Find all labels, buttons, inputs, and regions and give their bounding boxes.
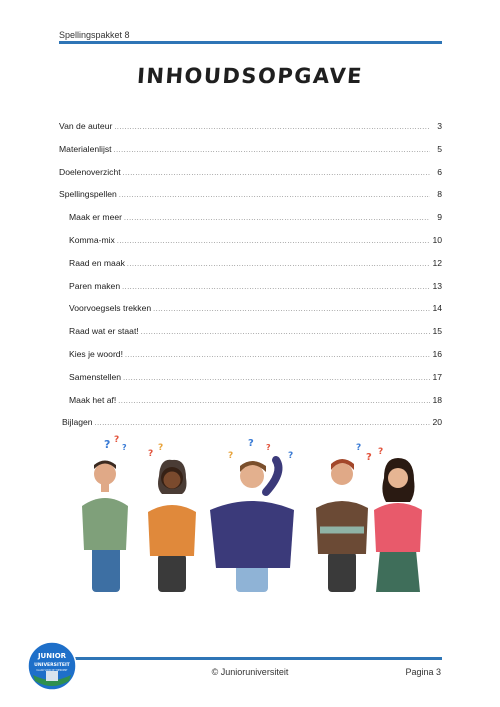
question-marks-icon bbox=[104, 435, 383, 463]
junioruniversiteit-logo bbox=[27, 641, 77, 691]
svg-text:?: ? bbox=[104, 438, 111, 451]
toc-entry-label: Paren maken bbox=[69, 280, 121, 291]
toc-entry-page: 13 bbox=[432, 280, 442, 291]
svg-text:?: ? bbox=[266, 443, 271, 452]
toc-entry-label: Doelenoverzicht bbox=[59, 166, 121, 177]
footer-rule bbox=[75, 657, 442, 660]
svg-text:?: ? bbox=[148, 449, 154, 459]
svg-text:?: ? bbox=[356, 443, 362, 453]
running-header: Spellingspakket 8 bbox=[59, 30, 130, 40]
toc-leader-dots bbox=[153, 306, 430, 313]
toc-entry-page: 17 bbox=[432, 371, 442, 382]
logo-line2: UNIVERSITEIT bbox=[34, 663, 70, 668]
toc-entry-page: 12 bbox=[432, 257, 442, 268]
toc-entry[interactable] bbox=[59, 372, 442, 395]
footer-copyright: © Junioruniversiteit bbox=[211, 667, 289, 677]
toc-entry-label: Komma-mix bbox=[69, 234, 115, 245]
table-of-contents bbox=[59, 121, 442, 440]
toc-entry-label: Kies je woord! bbox=[69, 348, 123, 359]
svg-text:?: ? bbox=[288, 451, 294, 461]
svg-text:?: ? bbox=[114, 435, 120, 445]
svg-text:?: ? bbox=[228, 451, 234, 461]
toc-entry[interactable] bbox=[59, 189, 442, 212]
toc-entry[interactable] bbox=[59, 303, 442, 326]
toc-entry[interactable] bbox=[59, 395, 442, 418]
logo-line1: JUNIOR bbox=[37, 652, 67, 660]
page-title: INHOUDSOPGAVE bbox=[136, 64, 364, 88]
logo-line3: KLAAR VOOR DE TOEKOMST bbox=[36, 669, 68, 672]
svg-text:?: ? bbox=[248, 438, 254, 449]
person-2 bbox=[148, 460, 196, 592]
toc-entry[interactable] bbox=[59, 349, 442, 372]
toc-leader-dots bbox=[114, 124, 430, 131]
toc-entry-label: Materialenlijst bbox=[59, 143, 112, 154]
toc-entry-page: 3 bbox=[437, 121, 442, 131]
toc-entry-page: 14 bbox=[432, 303, 442, 314]
toc-entry-label: Bijlagen bbox=[62, 417, 93, 428]
person-1 bbox=[82, 461, 128, 593]
toc-leader-dots bbox=[124, 215, 430, 222]
toc-leader-dots bbox=[123, 170, 430, 177]
toc-leader-dots bbox=[118, 398, 430, 405]
toc-entry[interactable] bbox=[59, 326, 442, 349]
toc-leader-dots bbox=[125, 352, 430, 359]
toc-entry[interactable] bbox=[59, 121, 442, 144]
toc-entry-label: Spellingspellen bbox=[59, 189, 117, 200]
toc-entry[interactable] bbox=[59, 235, 442, 258]
toc-entry[interactable] bbox=[59, 167, 442, 190]
toc-entry-page: 6 bbox=[437, 166, 442, 177]
svg-text:?: ? bbox=[158, 443, 164, 453]
toc-entry-page: 20 bbox=[432, 417, 442, 428]
toc-entry-label: Maak er meer bbox=[69, 212, 123, 223]
toc-entry[interactable] bbox=[59, 258, 442, 281]
svg-text:?: ? bbox=[366, 452, 372, 463]
toc-entry-page: 18 bbox=[432, 394, 442, 405]
person-4 bbox=[316, 459, 368, 592]
toc-entry-label: Van de auteur bbox=[59, 121, 113, 131]
header-rule bbox=[59, 41, 442, 44]
toc-entry-label: Raad en maak bbox=[69, 257, 125, 268]
toc-leader-dots bbox=[119, 192, 430, 199]
toc-leader-dots bbox=[127, 261, 430, 268]
person-3 bbox=[210, 460, 294, 592]
toc-leader-dots bbox=[122, 284, 430, 291]
toc-entry-page: 16 bbox=[432, 348, 442, 359]
toc-entry-label: Samenstellen bbox=[69, 371, 122, 382]
toc-entry[interactable] bbox=[59, 144, 442, 167]
toc-entry-page: 5 bbox=[437, 143, 442, 154]
toc-entry-page: 10 bbox=[432, 234, 442, 245]
toc-entry-page: 15 bbox=[432, 326, 442, 337]
toc-entry-label: Raad wat er staat! bbox=[69, 326, 139, 337]
toc-entry[interactable] bbox=[59, 281, 442, 304]
toc-leader-dots bbox=[141, 329, 430, 336]
svg-text:?: ? bbox=[378, 447, 384, 457]
toc-entry[interactable] bbox=[59, 212, 442, 235]
svg-text:?: ? bbox=[122, 443, 127, 452]
footer-page-number: Pagina 3 bbox=[405, 667, 441, 677]
toc-leader-dots bbox=[95, 420, 430, 427]
toc-entry-label: Maak het af! bbox=[69, 394, 117, 405]
toc-entry-page: 9 bbox=[437, 212, 442, 223]
toc-leader-dots bbox=[123, 375, 430, 382]
toc-entry-label: Voorvoegsels trekken bbox=[69, 303, 152, 314]
confused-people-illustration bbox=[70, 432, 430, 597]
toc-leader-dots bbox=[114, 147, 430, 154]
person-5 bbox=[374, 458, 422, 592]
toc-entry-page: 8 bbox=[437, 189, 442, 200]
toc-leader-dots bbox=[117, 238, 430, 245]
